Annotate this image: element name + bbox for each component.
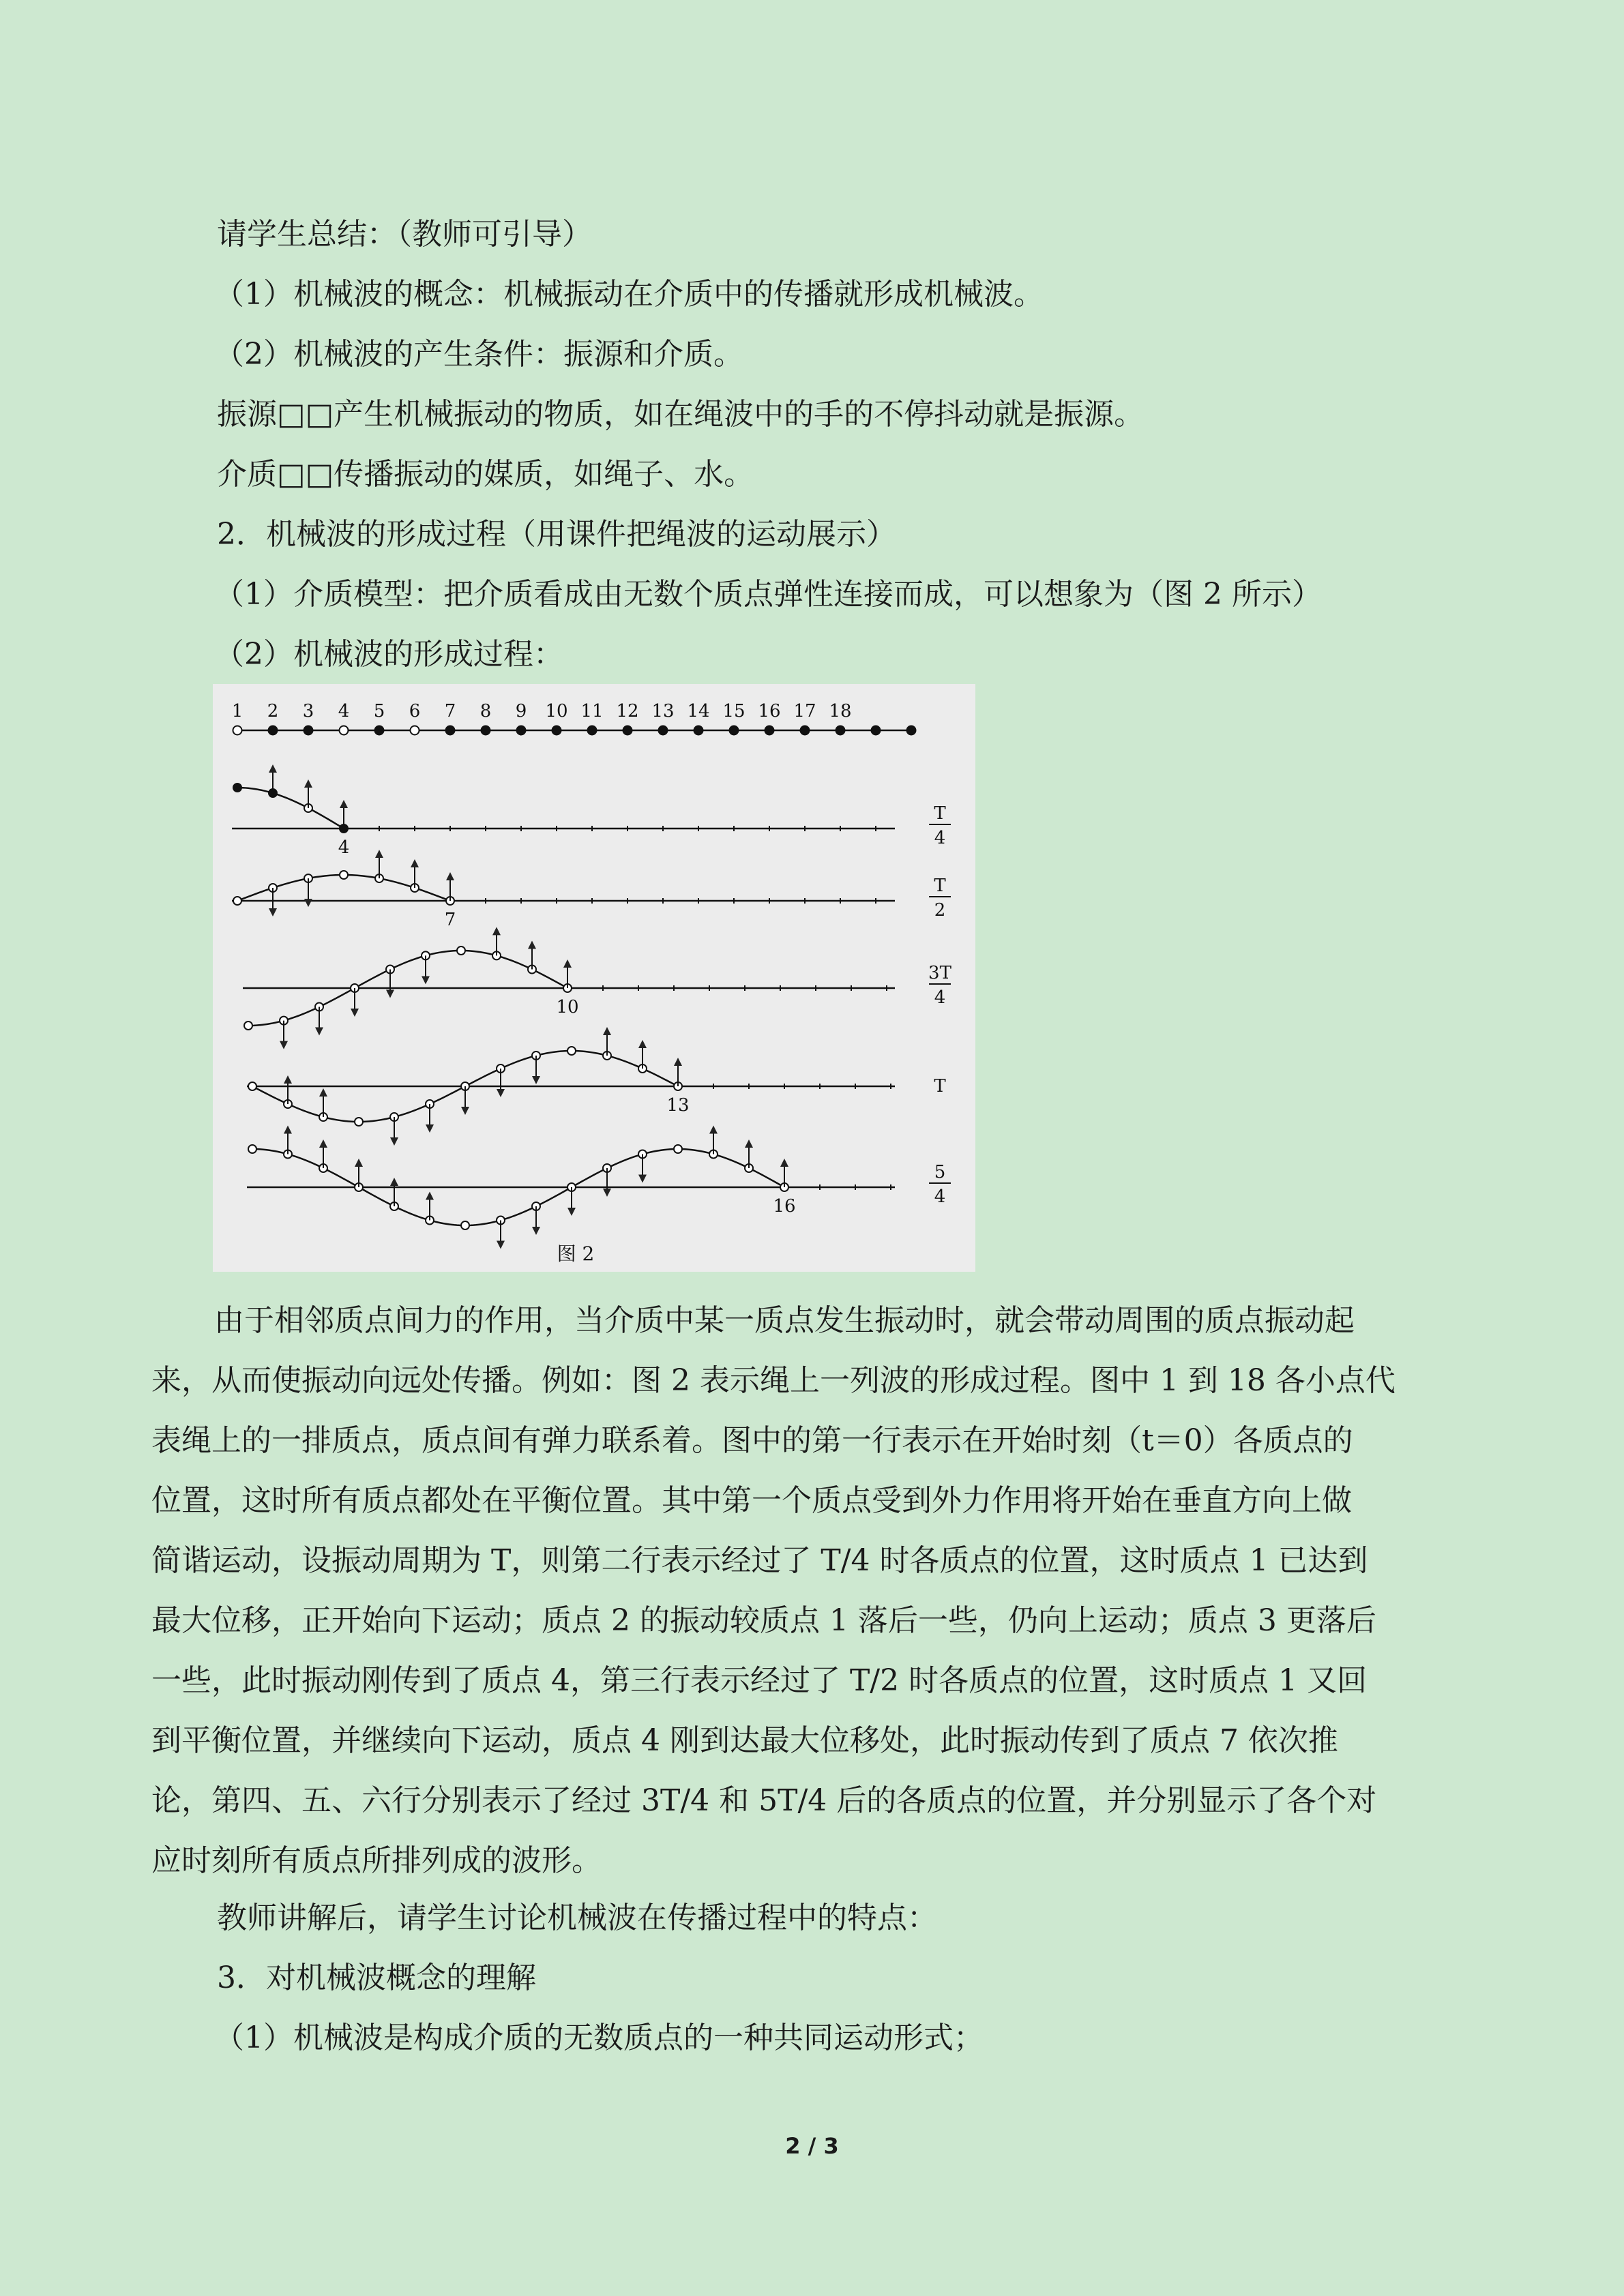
particle-dot (446, 726, 455, 735)
particle-dot (674, 1145, 682, 1153)
paragraph-line: 论，第四、五、六行分别表示了经过 3T/4 和 5T/4 后的各质点的位置，并分别显示了各个对 (151, 1783, 1377, 1818)
particle-dot (457, 946, 465, 955)
paragraph-line: 应时刻所有质点所排列成的波形。 (151, 1843, 602, 1878)
particle-label: 15 (722, 701, 745, 721)
particle-dot (517, 726, 526, 735)
particle-label: 17 (793, 701, 816, 721)
particle-dot (552, 726, 561, 735)
particle-dot (411, 726, 419, 735)
particle-dot (248, 1082, 256, 1090)
time-label: 4 (934, 987, 946, 1008)
particle-dot (375, 726, 384, 735)
time-label: 2 (934, 900, 946, 921)
paragraph-line: 简谐运动，设振动周期为 T，则第二行表示经过了 T/4 时各质点的位置，这时质点 1 已达到 (151, 1543, 1368, 1578)
particle-dot (244, 1022, 252, 1030)
page-number: 2 / 3 (785, 2133, 839, 2159)
text-line: （2）机械波的产生条件：振源和介质。 (214, 337, 743, 372)
wave-diagram (213, 684, 975, 1272)
wavefront-label: 10 (556, 997, 579, 1017)
particle-dot (765, 726, 774, 735)
particle-dot (461, 1221, 469, 1229)
paragraph-line: 位置，这时所有质点都处在平衡位置。其中第一个质点受到外力作用将开始在垂直方向上做 (151, 1483, 1352, 1518)
wavefront-label: 4 (338, 837, 350, 858)
text-line: （1）机械波是构成介质的无数质点的一种共同运动形式； (214, 2021, 984, 2055)
wavefront-label: 16 (773, 1196, 796, 1217)
particle-dot (233, 784, 241, 792)
time-label: 4 (934, 1187, 946, 1207)
particle-dot (907, 726, 916, 735)
particle-label: 8 (479, 701, 492, 721)
particle-label: 12 (616, 701, 639, 721)
particle-label: 6 (409, 701, 421, 721)
particle-label: 16 (758, 701, 781, 721)
paragraph-line: 由于相邻质点间力的作用，当介质中某一质点发生振动时，就会带动周围的质点振动起 (214, 1303, 1355, 1338)
explanation-paragraph (151, 1291, 1475, 1891)
section-heading: 2．机械波的形成过程（用课件把绳波的运动展示） (217, 517, 896, 552)
paragraph-line: 最大位移，正开始向下运动；质点 2 的振动较质点 1 落后一些，仍向上运动；质点 3 更落后 (151, 1603, 1376, 1638)
paragraph-line: 一些，此时振动刚传到了质点 4，第三行表示经过了 T/2 时各质点的位置，这时质点 1 又回 (151, 1663, 1368, 1698)
time-label: 4 (934, 828, 946, 848)
particle-dot (269, 726, 278, 735)
text-line: （1）介质模型：把介质看成由无数个质点弹性连接而成，可以想象为（图 2 所示） (214, 577, 1322, 612)
particle-label: 3 (302, 701, 314, 721)
wave-curve (237, 788, 344, 829)
particle-label: 1 (231, 701, 243, 721)
paragraph-line: 到平衡位置，并继续向下运动，质点 4 刚到达最大位移处，此时振动传到了质点 7 依次推 (151, 1723, 1338, 1758)
particle-label: 14 (687, 701, 710, 721)
wave-formation-figure (213, 684, 975, 1272)
text-line: 振源□□产生机械振动的物质，如在绳波中的手的不停抖动就是振源。 (217, 397, 1145, 432)
time-label: 5 (934, 1162, 946, 1182)
particle-dot (567, 1047, 576, 1055)
particle-dot (233, 897, 241, 905)
particle-dot (801, 726, 810, 735)
time-label: 3T (928, 963, 951, 983)
particle-dot (872, 726, 881, 735)
figure-caption: 图 2 (557, 1242, 595, 1265)
particle-dot (340, 726, 349, 735)
time-label: T (934, 803, 946, 824)
time-label: T (934, 1076, 946, 1097)
particle-dot (694, 726, 703, 735)
particle-label: 4 (338, 701, 350, 721)
particle-dot (340, 871, 348, 879)
particle-dot (623, 726, 632, 735)
text-line: （1）机械波的概念：机械振动在介质中的传播就形成机械波。 (214, 277, 1044, 312)
particle-label: 7 (444, 701, 456, 721)
particle-dot (355, 1118, 363, 1126)
particle-dot (659, 726, 668, 735)
particle-dot (233, 726, 242, 735)
paragraph-line: 来，从而使振动向远处传播。例如：图 2 表示绳上一列波的形成过程。图中 1 到 18 各小点代 (151, 1363, 1396, 1398)
particle-dot (248, 1145, 256, 1153)
particle-label: 10 (545, 701, 568, 721)
particle-label: 2 (267, 701, 279, 721)
wavefront-label: 7 (444, 910, 456, 930)
particle-label: 13 (651, 701, 675, 721)
text-line: 教师讲解后，请学生讨论机械波在传播过程中的特点： (217, 1900, 937, 1935)
particle-dot (588, 726, 597, 735)
particle-label: 18 (829, 701, 852, 721)
particle-label: 9 (515, 701, 527, 721)
time-label: T (934, 876, 946, 896)
particle-label: 11 (580, 701, 604, 721)
paragraph-line: 表绳上的一排质点，质点间有弹力联系着。图中的第一行表示在开始时刻（t＝0）各质点的 (151, 1423, 1353, 1458)
particle-dot (304, 726, 313, 735)
particle-dot (836, 726, 845, 735)
particle-label: 5 (373, 701, 385, 721)
wavefront-label: 13 (666, 1095, 690, 1116)
section-heading: 3．对机械波概念的理解 (217, 1960, 536, 1995)
text-line: （2）机械波的形成过程： (214, 637, 563, 672)
particle-dot (730, 726, 739, 735)
text-line: 请学生总结：（教师可引导） (217, 217, 592, 252)
particle-dot (482, 726, 490, 735)
text-line: 介质□□传播振动的媒质，如绳子、水。 (217, 457, 754, 492)
